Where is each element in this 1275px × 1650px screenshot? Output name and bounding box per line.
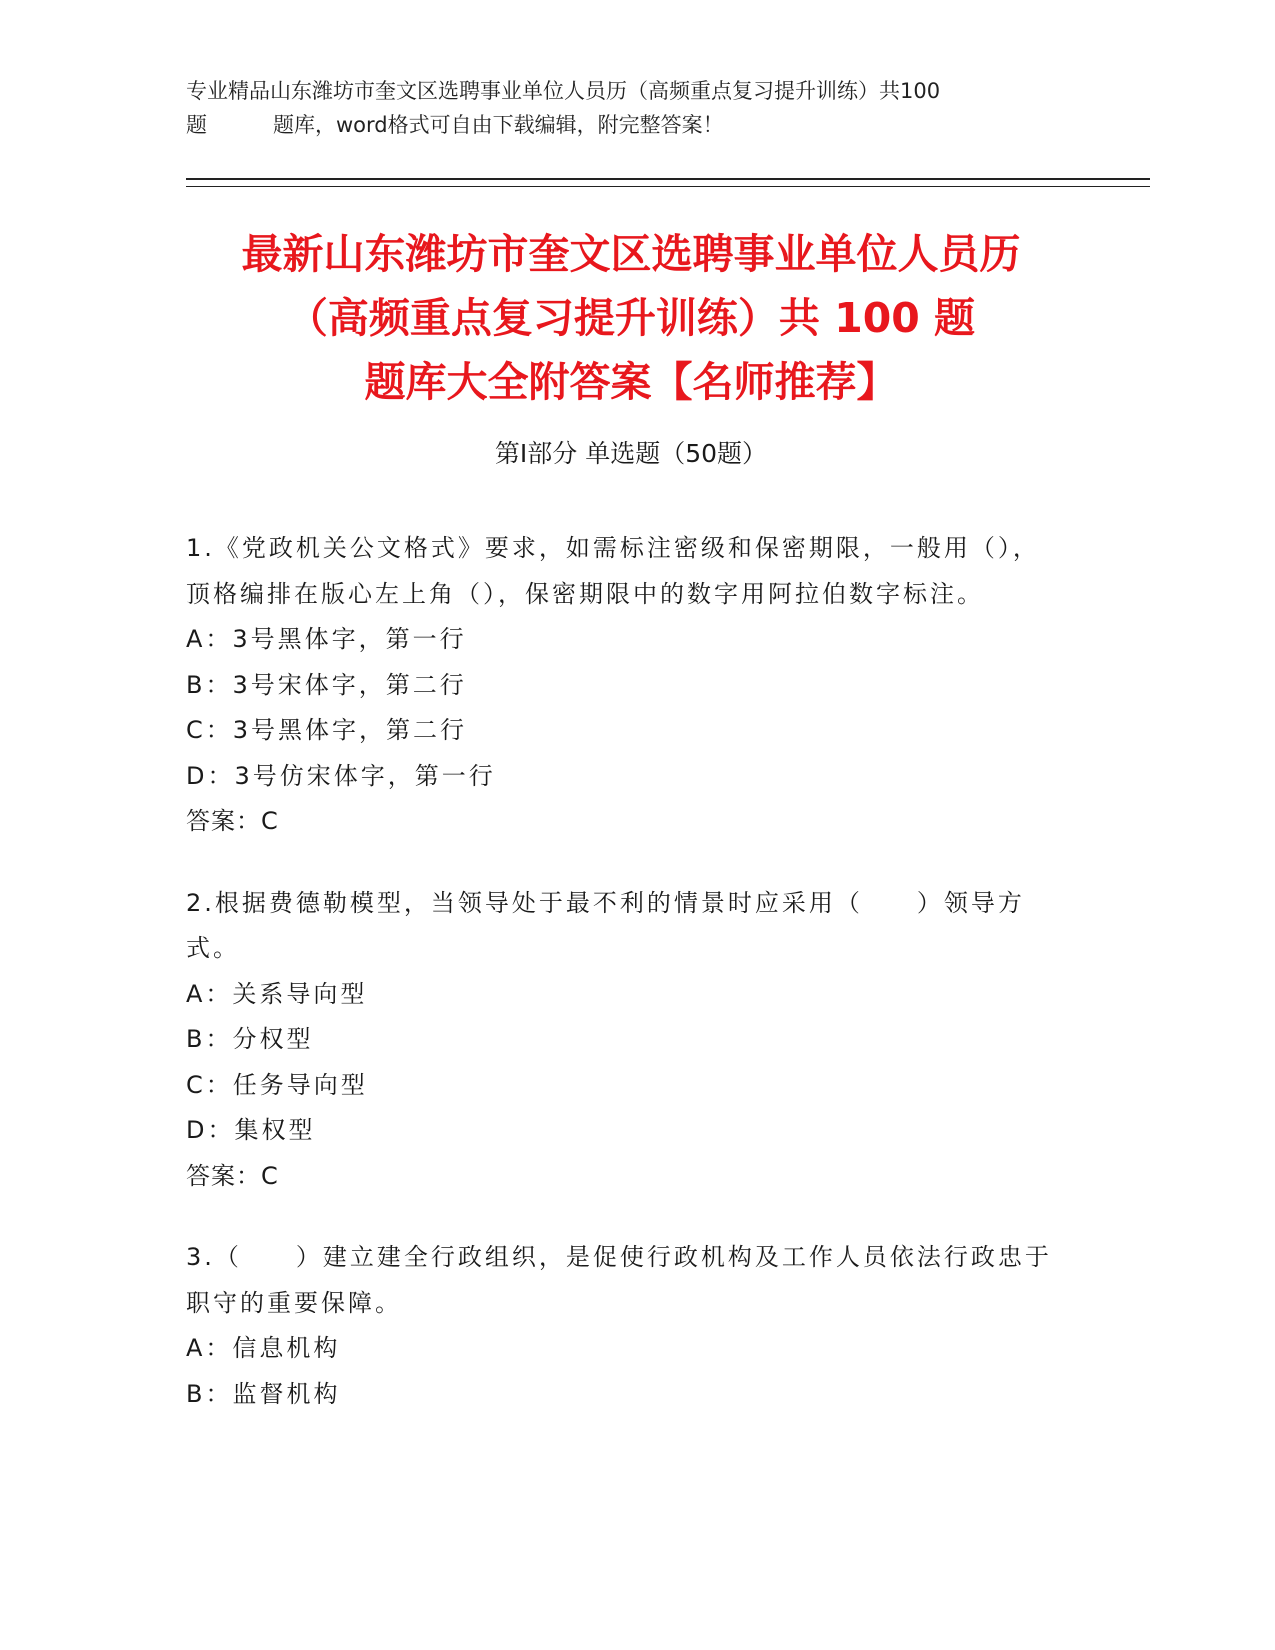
option-c: C：3号黑体字，第二行 xyxy=(186,716,468,744)
header-note xyxy=(186,74,1066,142)
option-d: D：集权型 xyxy=(186,1116,316,1144)
section-heading: 第Ⅰ部分 单选题（50题） xyxy=(494,439,768,468)
answer: 答案：C xyxy=(186,1161,279,1190)
option-a: A：信息机构 xyxy=(186,1334,341,1362)
question-list xyxy=(186,526,1066,1453)
question-3 xyxy=(186,1235,1066,1417)
header-note-line-1: 专业精品山东潍坊市奎文区选聘事业单位人员历（高频重点复习提升训练）共100 xyxy=(186,79,941,103)
title-line-1: 最新山东潍坊市奎文区选聘事业单位人员历 xyxy=(241,230,1021,278)
header-note-line-2-start: 题 xyxy=(186,113,207,137)
header-note-line-2-rest: 题库，word格式可自由下载编辑，附完整答案！ xyxy=(273,113,724,137)
option-b: B：监督机构 xyxy=(186,1379,341,1408)
document-title xyxy=(186,222,1076,414)
option-a: A：关系导向型 xyxy=(186,979,368,1008)
header-rule-thin xyxy=(186,186,1150,187)
title-line-3: 题库大全附答案【名师推荐】 xyxy=(364,358,898,406)
question-2 xyxy=(186,881,1066,1200)
title-line-2: （高频重点复习提升训练）共 100 题 xyxy=(286,294,976,342)
question-stem: 2.根据费德勒模型，当领导处于最不利的情景时应采用（ ）领导方式。 xyxy=(186,888,1025,962)
header-rule-thick xyxy=(186,178,1150,180)
question-stem: 3.（ ）建立建全行政组织，是促使行政机构及工作人员依法行政忠于职守的重要保障。 xyxy=(186,1243,1052,1317)
option-b: B：分权型 xyxy=(186,1025,314,1053)
option-c: C：任务导向型 xyxy=(186,1070,368,1099)
option-d: D：3号仿宋体字，第一行 xyxy=(186,761,496,790)
header-note-line-2 xyxy=(186,108,1066,142)
question-stem: 1.《党政机关公文格式》要求，如需标注密级和保密期限，一般用（），顶格编排在版心左上角（），保密期限中的数字用阿拉伯数字标注。 xyxy=(186,534,1040,608)
answer: 答案：C xyxy=(186,807,279,835)
question-1 xyxy=(186,526,1066,845)
option-b: B：3号宋体字，第二行 xyxy=(186,670,467,699)
option-a: A：3号黑体字，第一行 xyxy=(186,625,467,653)
